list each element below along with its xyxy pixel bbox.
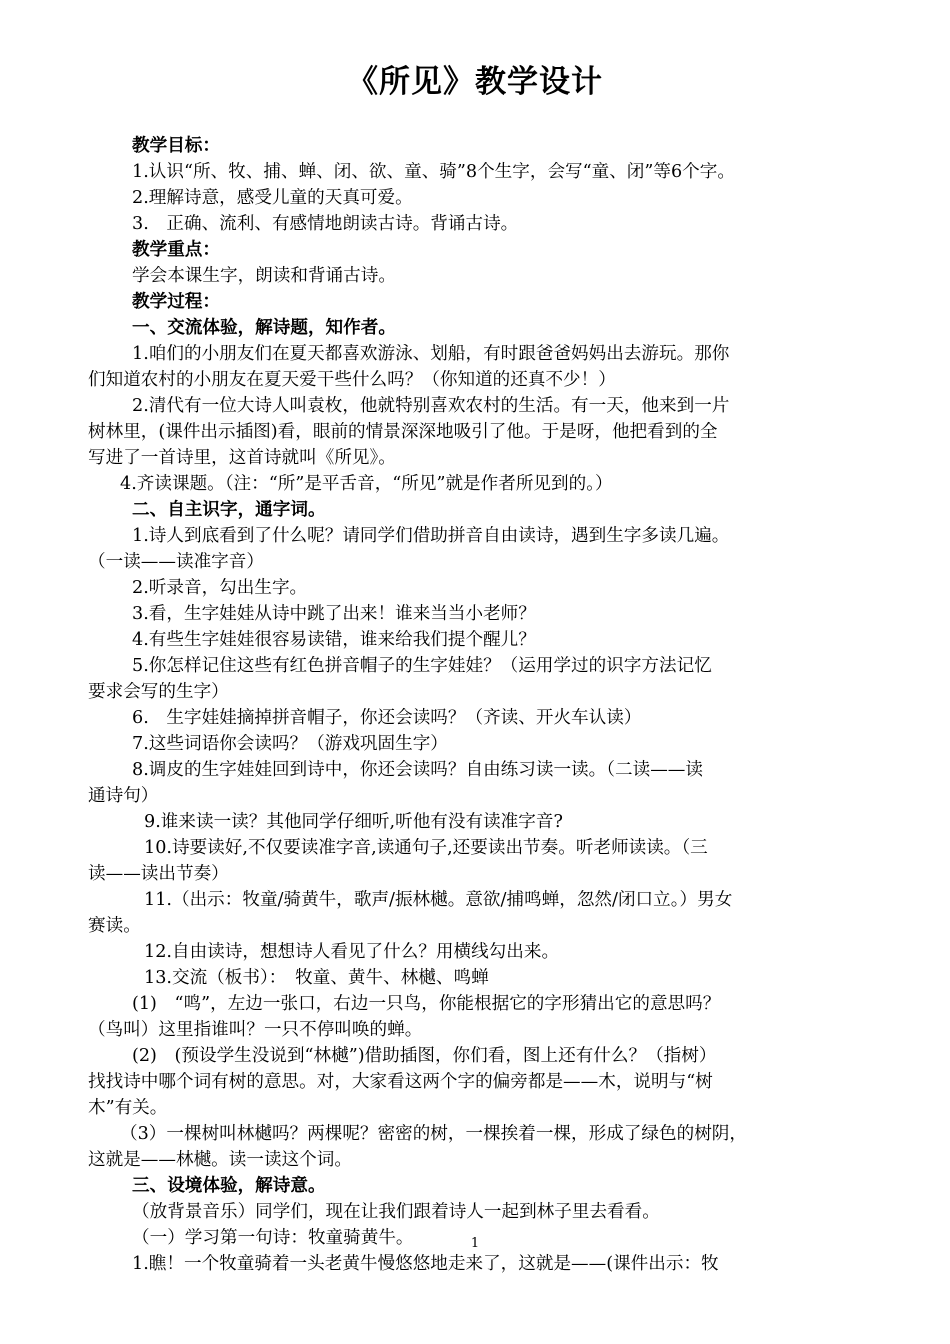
text-line: 读——读出节奏） bbox=[88, 864, 229, 884]
text-line: 们知道农村的小朋友在夏天爱干些什么吗？（你知道的还真不少！） bbox=[88, 370, 616, 390]
text-line: （鸟叫）这里指谁叫？一只不停叫唤的蝉。 bbox=[88, 1020, 423, 1040]
text-line: 要求会写的生字） bbox=[88, 682, 229, 702]
text-line: 通诗句） bbox=[88, 786, 159, 806]
text-line: 2.理解诗意，感受儿童的天真可爱。 bbox=[132, 188, 413, 208]
text-line: 12.自由读诗，想想诗人看见了什么？用横线勾出来。 bbox=[144, 942, 560, 962]
text-line: 11.（出示：牧童/骑黄牛，歌声/振林樾。意欲/捕鸣蝉，忽然/闭口立。）男女 bbox=[144, 890, 733, 910]
text-line: 这就是——林樾。读一读这个词。 bbox=[88, 1150, 352, 1170]
text-line: 学会本课生字，朗读和背诵古诗。 bbox=[132, 266, 396, 286]
text-line: 木”有关。 bbox=[88, 1098, 168, 1118]
text-line: 找找诗中哪个词有树的意思。对，大家看这两个字的偏旁都是——木，说明与“树 bbox=[88, 1072, 713, 1092]
text-line: 4.有些生字娃娃很容易读错，谁来给我们提个醒儿？ bbox=[132, 630, 536, 650]
text-line: (2) (预设学生没说到“林樾”)借助插图，你们看，图上还有什么？（指树） bbox=[132, 1046, 717, 1066]
text-line: 3.看，生字娃娃从诗中跳了出来！谁来当当小老师？ bbox=[132, 604, 536, 624]
text-line: （放背景音乐）同学们，现在让我们跟着诗人一起到林子里去看看。 bbox=[132, 1202, 660, 1222]
document-title: 《所见》教学设计 bbox=[347, 64, 603, 100]
text-line: 13.交流（板书）： 牧童、黄牛、林樾、鸣蝉 bbox=[144, 968, 489, 988]
text-line: 4.齐读课题。（注：“所”是平舌音，“所见”就是作者所见到的。） bbox=[120, 474, 613, 494]
text-line: （一）学习第一句诗：牧童骑黄牛。 bbox=[132, 1228, 414, 1248]
text-line: 1.诗人到底看到了什么呢？请同学们借助拼音自由读诗，遇到生字多读几遍。 bbox=[132, 526, 730, 546]
text-line: 赛读。 bbox=[88, 916, 141, 936]
section-heading: 教学重点： bbox=[132, 239, 220, 260]
text-line: 10.诗要读好,不仅要读准字音,读通句子,还要读出节奏。听老师读读。（三 bbox=[144, 838, 708, 858]
text-line: 2.清代有一位大诗人叫袁枚，他就特别喜欢农村的生活。有一天，他来到一片 bbox=[132, 396, 730, 416]
text-line: (1) “鸣”，左边一张口，右边一只鸟，你能根据它的字形猜出它的意思吗？ bbox=[132, 994, 721, 1014]
text-line: 8.调皮的生字娃娃回到诗中，你还会读吗？自由练习读一读。（二读——读 bbox=[132, 760, 703, 780]
text-line: 树林里，(课件出示插图)看，眼前的情景深深地吸引了他。于是呀，他把看到的全 bbox=[88, 422, 718, 442]
text-line: 2.听录音，勾出生字。 bbox=[132, 578, 308, 598]
text-line: 1.认识“所、牧、捕、蝉、闭、欲、童、骑”8个生字，会写“童、闭”等6个字。 bbox=[132, 162, 735, 182]
text-line: 1.瞧！一个牧童骑着一头老黄牛慢悠悠地走来了，这就是——(课件出示：牧 bbox=[132, 1254, 719, 1274]
text-line: 1.咱们的小朋友们在夏天都喜欢游泳、划船，有时跟爸爸妈妈出去游玩。那你 bbox=[132, 344, 730, 364]
text-line: 5.你怎样记住这些有红色拼音帽子的生字娃娃？（运用学过的识字方法记忆 bbox=[132, 656, 712, 676]
text-line: （一读——读准字音） bbox=[88, 552, 264, 572]
text-line: 6. 生字娃娃摘掉拼音帽子，你还会读吗？（齐读、开火车认读） bbox=[132, 708, 642, 728]
section-heading: 二、自主识字，通字词。 bbox=[132, 499, 326, 520]
text-line: 写进了一首诗里，这首诗就叫《所见》。 bbox=[88, 448, 396, 468]
text-line: 3. 正确、流利、有感情地朗读古诗。背诵古诗。 bbox=[132, 214, 519, 234]
section-heading: 三、设境体验，解诗意。 bbox=[132, 1175, 326, 1196]
section-heading: 教学过程： bbox=[132, 291, 220, 312]
page-number: 1 bbox=[470, 1236, 480, 1251]
section-heading: 一、交流体验，解诗题，知作者。 bbox=[132, 317, 396, 338]
section-heading: 教学目标： bbox=[132, 135, 220, 156]
text-line: 9.谁来读一读？其他同学仔细听,听他有没有读准字音? bbox=[144, 812, 563, 832]
text-line: 7.这些词语你会读吗？（游戏巩固生字） bbox=[132, 734, 448, 754]
text-line: （3）一棵树叫林樾吗？两棵呢？密密的树，一棵挨着一棵，形成了绿色的树阴， bbox=[120, 1124, 747, 1144]
